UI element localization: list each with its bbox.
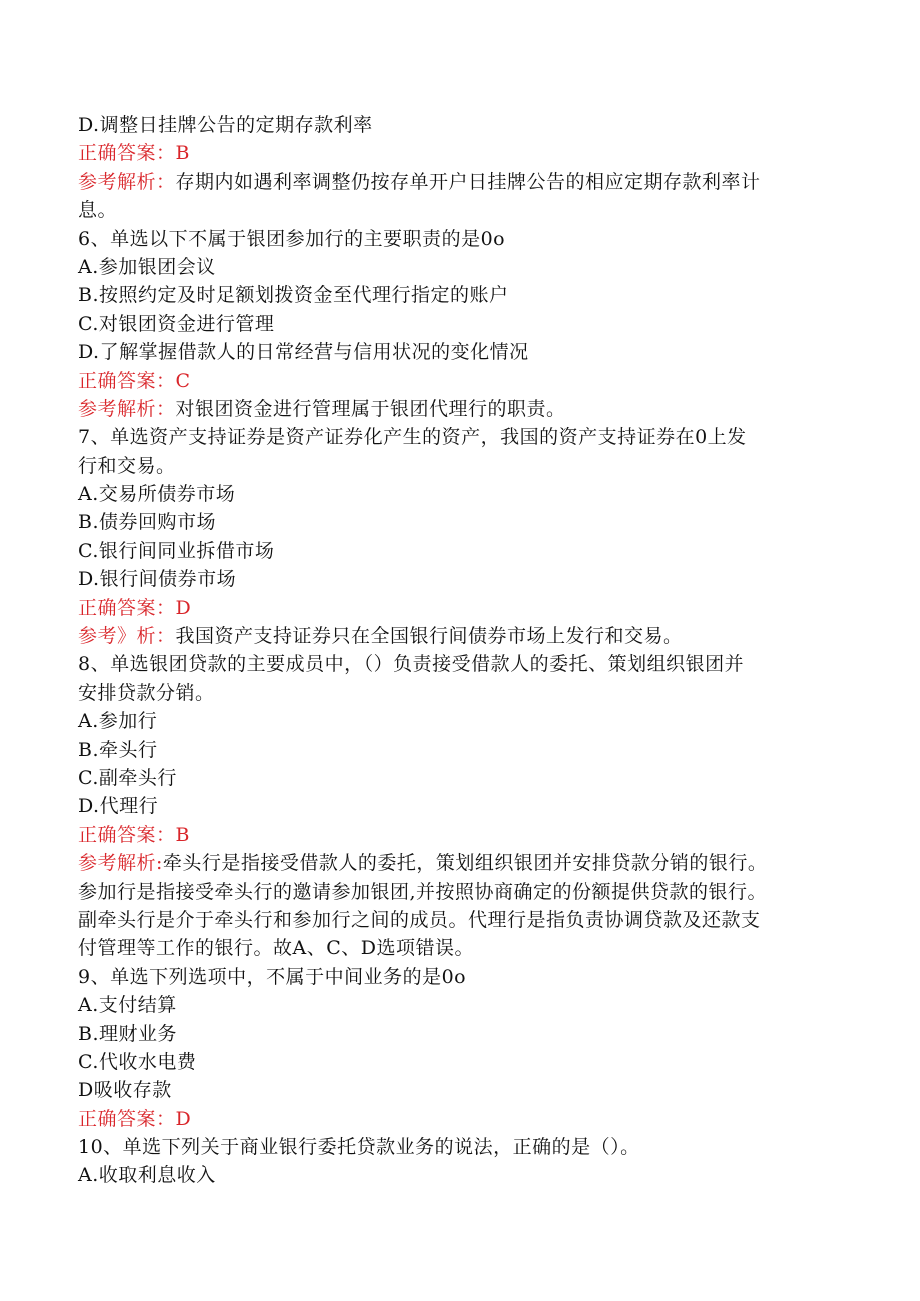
text-line: 付管理等工作的银行。故A、C、D选项错误。: [78, 937, 474, 960]
question-stem: 6、单选以下不属于银团参加行的主要职责的是0o: [78, 227, 506, 250]
answer-option: A.参加行: [78, 710, 158, 733]
answer-line: [78, 367, 848, 395]
answer-option: D.代理行: [78, 795, 159, 818]
answer-label: 正确答案：: [78, 596, 176, 619]
analysis-label: 参考解析：: [78, 397, 176, 420]
answer-label: 正确答案：: [78, 823, 176, 846]
answer-label: 正确答案：: [78, 369, 176, 392]
answer-option: D吸收存款: [78, 1079, 172, 1102]
answer-option: A.交易所债券市场: [78, 483, 236, 506]
answer-option: A.参加银团会议: [78, 255, 216, 278]
answer-option: A.收取利息收入: [78, 1164, 216, 1187]
answer-option: B.牵头行: [78, 738, 158, 761]
text-line: 安排贷款分销。: [78, 681, 215, 704]
answer-value: D: [175, 1107, 192, 1130]
analysis-text: 对银团资金进行管理属于银团代理行的职责。: [175, 397, 566, 420]
answer-label: 正确答案：: [78, 142, 176, 165]
answer-value: C: [175, 369, 191, 392]
analysis-text: 牵头行是指接受借款人的委托，策划组织银团并安排贷款分销的银行。: [162, 852, 768, 875]
question-stem: 10、单选下列关于商业银行委托贷款业务的说法，正确的是（）。: [78, 1136, 640, 1159]
analysis-label: 参考解析：: [78, 170, 176, 193]
answer-option: C.副牵头行: [78, 766, 177, 789]
text-line: 参加行是指接受牵头行的邀请参加银团,并按照协商确定的份额提供贷款的银行。: [78, 880, 768, 903]
text-line: 息。: [78, 199, 118, 222]
answer-option: D.了解掌握借款人的日常经营与信用状况的变化情况: [78, 341, 529, 364]
answer-option: D.银行间债券市场: [78, 568, 237, 591]
analysis-text: 我国资产支持证券只在全国银行间债券市场上发行和交易。: [175, 625, 683, 648]
answer-option: A.支付结算: [78, 994, 177, 1017]
analysis-line: [78, 168, 848, 196]
answer-value: B: [175, 823, 190, 846]
answer-option: B.按照约定及时足额划拨资金至代理行指定的账户: [78, 284, 509, 307]
analysis-line: [78, 395, 848, 423]
analysis-label: 参考》析：: [78, 625, 176, 648]
answer-line: [78, 139, 848, 167]
document-body: [78, 111, 848, 1190]
text-line: 副牵头行是介于牵头行和参加行之间的成员。代理行是指负责协调贷款及还款支: [78, 908, 761, 931]
answer-option: B.债券回购市场: [78, 511, 217, 534]
analysis-text: 存期内如遇利率调整仍按存单开户日挂牌公告的相应定期存款利率计: [175, 170, 761, 193]
answer-line: [78, 594, 848, 622]
answer-line: [78, 1105, 848, 1133]
analysis-line: [78, 622, 848, 650]
question-stem: 8、单选银团贷款的主要成员中，（）负责接受借款人的委托、策划组织银团并: [78, 653, 745, 676]
answer-option: B.理财业务: [78, 1022, 178, 1045]
answer-label: 正确答案：: [78, 1107, 176, 1130]
answer-option: C.代收水电费: [78, 1050, 197, 1073]
question-stem: 9、单选下列选项中，不属于中间业务的是0o: [78, 965, 467, 988]
answer-option: C.对银团资金进行管理: [78, 312, 275, 335]
question-stem: 7、单选资产支持证券是资产证券化产生的资产，我国的资产支持证券在0上发: [78, 426, 747, 449]
text-line: 行和交易。: [78, 454, 176, 477]
analysis-line: [78, 849, 848, 877]
answer-line: [78, 821, 848, 849]
answer-option: C.银行间同业拆借市场: [78, 539, 275, 562]
answer-option: D.调整日挂牌公告的定期存款利率: [78, 114, 373, 136]
analysis-label: 参考解析:: [78, 852, 163, 875]
answer-value: D: [175, 596, 192, 619]
answer-value: B: [175, 142, 190, 165]
